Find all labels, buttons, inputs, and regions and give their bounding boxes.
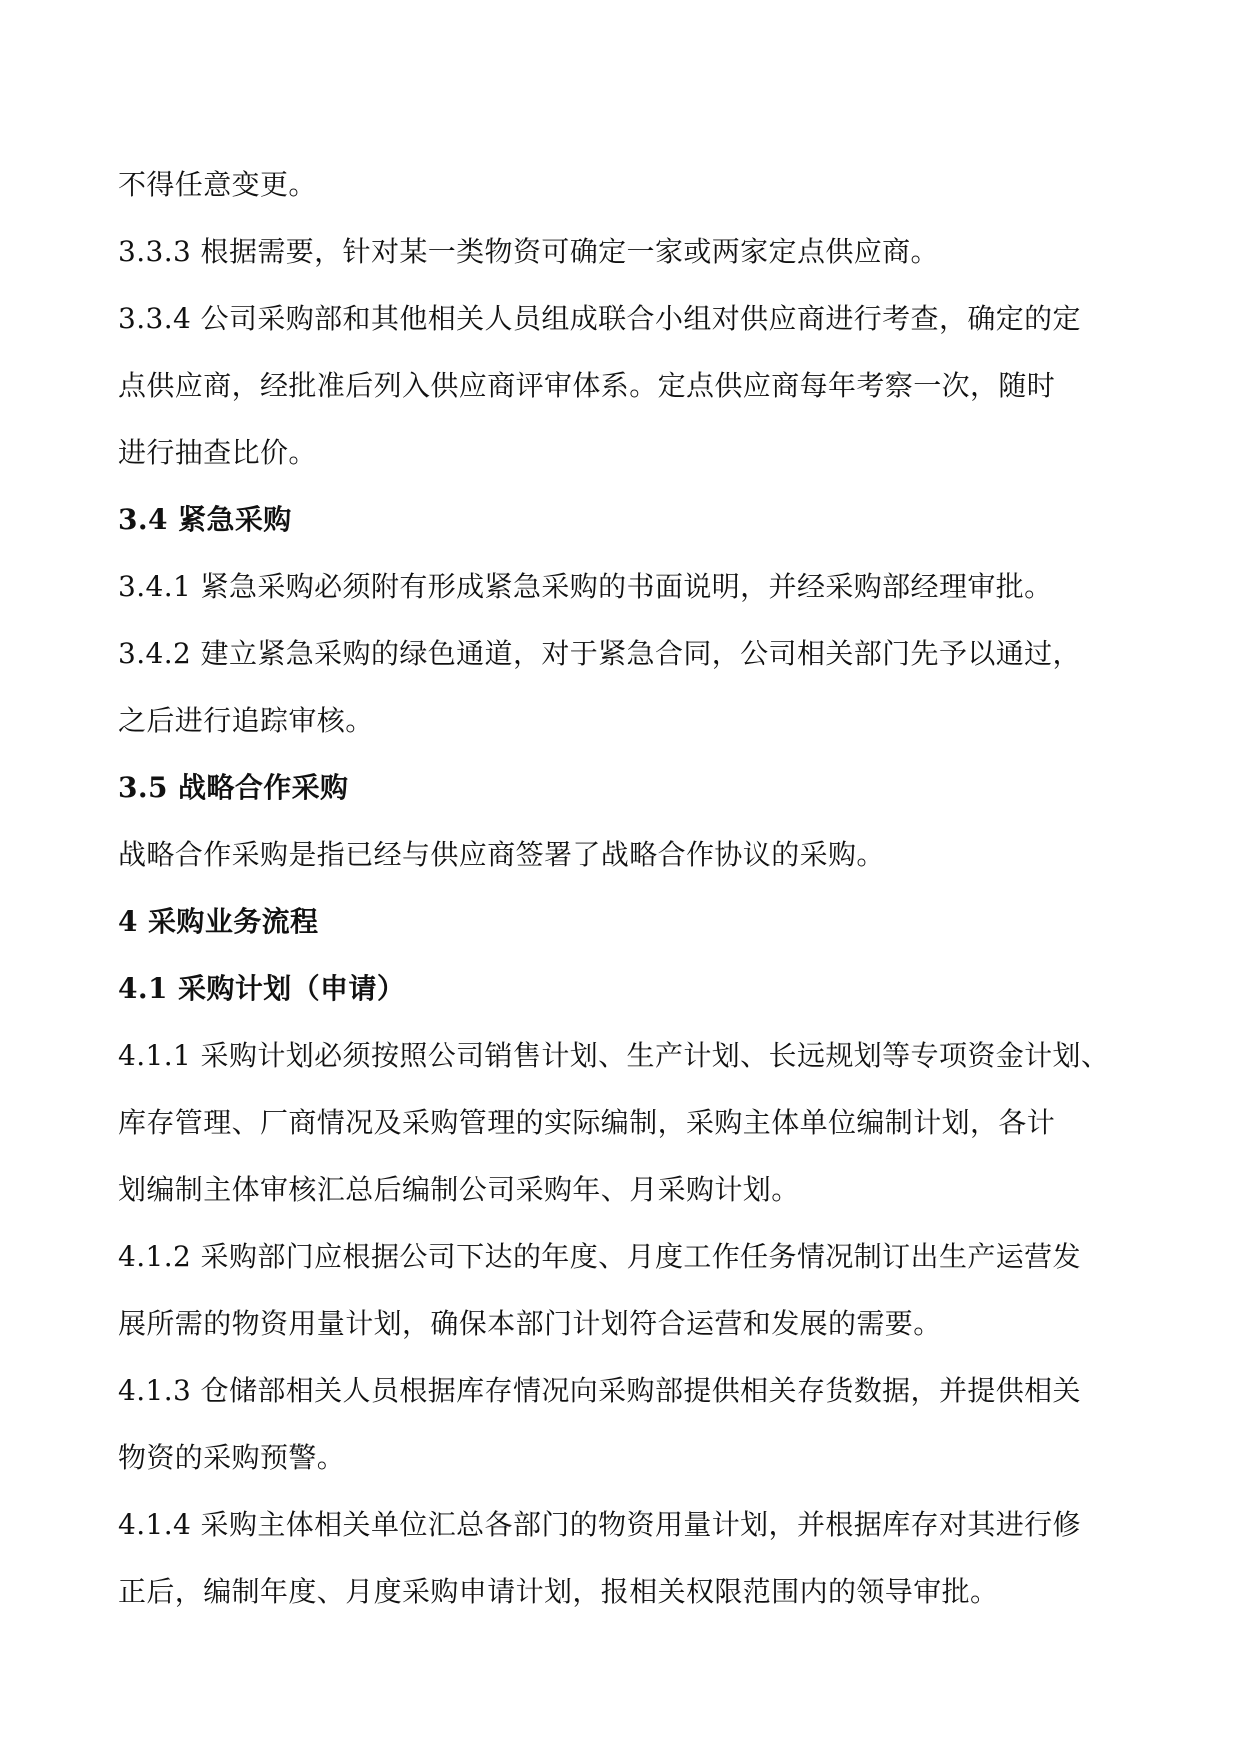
paragraph-line: 划编制主体审核汇总后编制公司采购年、月采购计划。 (118, 1173, 800, 1206)
paragraph-line: 3.3.4 公司采购部和其他相关人员组成联合小组对供应商进行考查，确定的定 (118, 302, 1081, 335)
paragraph-line: 不得任意变更。 (118, 168, 317, 201)
document-body (118, 156, 1118, 1630)
paragraph-line: 4.1.4 采购主体相关单位汇总各部门的物资用量计划，并根据库存对其进行修 (118, 1508, 1081, 1541)
paragraph-line: 4.1.3 仓储部相关人员根据库存情况向采购部提供相关存货数据，并提供相关 (118, 1374, 1081, 1407)
paragraph-line: 3.3.3 根据需要，针对某一类物资可确定一家或两家定点供应商。 (118, 235, 939, 268)
paragraph-line: 物资的采购预警。 (118, 1441, 346, 1474)
paragraph-line: 展所需的物资用量计划，确保本部门计划符合运营和发展的需要。 (118, 1307, 942, 1340)
paragraph-line: 之后进行追踪审核。 (118, 704, 374, 737)
paragraph-line: 进行抽查比价。 (118, 436, 317, 469)
section-heading: 3.4 紧急采购 (118, 503, 292, 536)
paragraph-line: 4.1.2 采购部门应根据公司下达的年度、月度工作任务情况制订出生产运营发 (118, 1240, 1081, 1273)
paragraph-line: 3.4.2 建立紧急采购的绿色通道，对于紧急合同，公司相关部门先予以通过， (118, 637, 1081, 670)
paragraph-line: 3.4.1 紧急采购必须附有形成紧急采购的书面说明，并经采购部经理审批。 (118, 570, 1053, 603)
paragraph-line: 正后，编制年度、月度采购申请计划，报相关权限范围内的领导审批。 (118, 1575, 999, 1608)
section-heading: 3.5 战略合作采购 (118, 771, 349, 804)
section-heading: 4.1 采购计划（申请） (118, 972, 406, 1005)
paragraph-line: 4.1.1 采购计划必须按照公司销售计划、生产计划、长远规划等专项资金计划、 (118, 1039, 1110, 1072)
paragraph-line: 点供应商，经批准后列入供应商评审体系。定点供应商每年考察一次，随时 (118, 369, 1056, 402)
paragraph-line: 战略合作采购是指已经与供应商签署了战略合作协议的采购。 (118, 838, 885, 871)
paragraph-line: 库存管理、厂商情况及采购管理的实际编制，采购主体单位编制计划，各计 (118, 1106, 1056, 1139)
chapter-heading: 4 采购业务流程 (118, 905, 319, 938)
